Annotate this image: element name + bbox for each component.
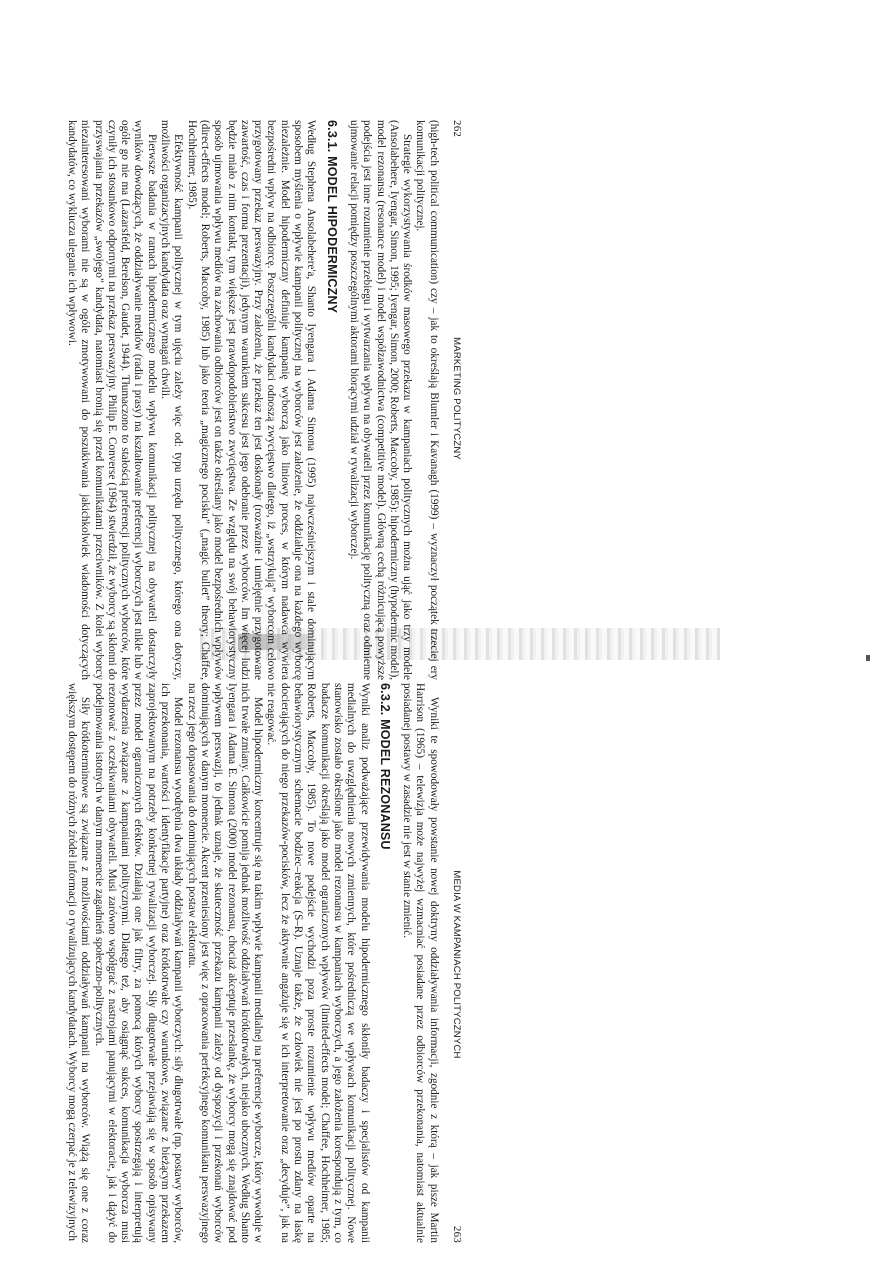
paragraph: Siły krótkoterminowe są związane z możliwościami oddziaływań kampanii na wyborców. Wiążą się one z coraz większym dostępem do różnych źródeł informacji o rywalizujących kandydatach. Wyborcy mogą czerpać je z telewizyjnych [65, 683, 92, 1243]
paragraph: Pierwsze badania w ramach hipodermicznego modelu wpływu komunikacji politycznej na obywateli dostarczyły wyników dowodzących, że oddziaływanie mediów (radia i prasy) na kształtowanie preferencji wyborczych jest nikłe lub w ogóle go nie ma (Lazarsfeld, Berelson, Gaudet, 1944). Tłumaczono to stałością preferencji politycznych wyborców, które czyniły ich stosunkowo odpornymi na przekaz perswazyjny. Philip E. Converse (1964) stwierdził, że wyborcy są skłonni do przyswajania przekazów „swojego” kandydata, natomiast bronią się przed komunikatami przeciwników. Z kolei wyborcy niezainteresowani wyborami nie są w ogóle zmotywowani do poszukiwania jakichkolwiek wiadomości dotyczących kandydatów, co wyklucza uleganie ich wpływowi. [65, 120, 158, 680]
paragraph: Model rezonansu wyodrębnia dwa układy oddziaływań kampanii wyborczych: siły długotrwałe (np. postawy wyborców, ich przekonania, wartości i identyfikacje partyjne) oraz krótkotrwałe czy warunkowe, związane z bieżącym przekazem zaprojektowanym na potrzeby konkretnej rywalizacji wyborczej. Siły długotrwałe przejawiają się w sposób opisywany przez model ograniczonych efektów. Działają one jak filtry, za pomocą których wyborcy spostrzegają i interpretują wydarzenia związane z kampaniami politycznymi. Dlatego też, aby osiągnąć sukces, komunikacja wyborcza musi rezonować z oczekiwaniami obywateli. Musi zarówno współgrać z nastrojami panującymi w elektoracie, jak i dążyć do podejmowania istotnych w danym momencie zagadnień społeczno-politycznych. [92, 683, 185, 1243]
paragraph: Model hipodermiczny koncentruje się na takim wpływie kampanii medialnej na preferencje wyborcze, który wywołuje w nich trwałe zmiany. Całkowicie pomija jednak możliwość oddziaływań krótkotrwałych, niejako ubocznych. Według Shanto Iyengara i Adama E. Simona (2000) model rezonansu, chociaż akceptuje przesłankę, że wyborcy mogą się znajdować pod wpływem perswazji, to jednak uznaje, że skuteczność przekazu kampanii zależy od dyspozycji i przekonań wyborców dominujących w danym momencie. Akcent przeniesiony jest więc z opracowania perfekcyjnego komunikatu perswazyjnego na rzecz jego dopasowania do dominujących postaw elektoratu. [185, 683, 265, 1243]
page-263 [65, 683, 463, 1243]
page-number: 262 [451, 120, 463, 138]
paragraph: Wyniki analiz podważające przewidywania modelu hipodermicznego skłoniły badaczy i specjalistów od kampanii medialnych do uwzględnienia nowych zmiennych, które pośredniczą we wpływach komunikacji politycznej. Nowe stanowisko zostało określone jako model rezonansu w kampaniach wyborczych, a jego założenia korespondują z tym, co badacze komunikacji określają jako model ograniczonych wpływów (limited-effects model; Chaffee, Hochheimer, 1985; Roberts, Maccoby, 1985). To nowe podejście wychodzi poza proste rozumienie wpływu mediów oparte na behawiorystycznym schemacie bodziec–reakcja (S–R). Uznaje także, że człowiek nie jest po prostu zdany na łaskę docierających do niego przekazów-pocisków, lecz że aktywnie angażuje się w ich interpretowanie oraz „decyduje”, jak na nie reagować. [265, 683, 371, 1243]
section-heading: 6.3.2. MODEL REZONANSU [377, 683, 392, 850]
running-head-title: MARKETING POLITYCZNY [451, 337, 462, 460]
scan-mark [866, 655, 870, 661]
page-number: 263 [451, 1225, 463, 1243]
paragraph: Efektywność kampanii politycznej w tym ujęciu zależy więc od: typu urzędu politycznego, którego ona dotyczy, możliwości organizacyjnych kandydata oraz wymagań chwili. [159, 120, 185, 680]
page-262 [65, 120, 463, 680]
paragraph: Wyniki te spowodowały powstanie nowej doktryny oddziaływania informacji, zgodnie z którą – jak pisze Martin Harrison (1965) – telewizja może najwyżej wzmacniać posiadane przez odbiorców przekonania, natomiast aktualnie posiadanej postawy w zasadzie nie jest w stanie zmienić. [401, 683, 440, 1243]
running-head-title: MEDIA W KAMPANIACH POLITYCZNYCH [451, 870, 462, 1059]
running-head [450, 683, 463, 1243]
section-heading: 6.3.1. MODEL HIPODERMICZNY [324, 120, 339, 314]
paragraph: (high-tech political communication) czy – jak to określają Blumler i Kavanagh (1999) – wyznaczył początek trzeciej ery komunikacji politycznej. [414, 120, 440, 680]
paragraph: Strategie wykorzystywania środków masowego przekazu w kampaniach politycznych można ująć jako trzy modele (Ansolabehere, Iyengar, Simon, 1995; Iyengar, Simon, 2000; Roberts, Maccoby, 1985): hipodermiczny (hypodermic model), model rezonansu (resonance model) i model współzawodnictwa (competitive model). Główną cechą różnicującą powyższe podejścia jest inne rozumienie przebiegu i wytwarzania wpływu na obywateli przez komunikację polityczną oraz odmienne ujmowanie relacji pomiędzy poszczególnymi aktorami biorącymi udział w rywalizacji wyborczej. [347, 120, 414, 680]
paragraph: Według Stephena Ansolabehere'a, Shanto Iyengara i Adama Simona (1995) najwcześniejszym i stale dominującym sposobem myślenia o wpływie kampanii politycznej na wyborców jest założenie, że oddziałuje ona na każdego wyborcę niezależnie. Model hipodermiczny definiuje kampanię wyborczą jako liniowy proces, w którym nadawca wywiera bezpośredni wpływ na odbiorcę. Poszczególni kandydaci odnoszą zwycięstwo dlatego, iż „wstrzykują” wyborcom celowo przygotowany przekaz perswazyjny. Przy założeniu, że przekaz ten jest doskonały (rozważnie i umiejętnie przygotowane zawartość, czas i forma prezentacji), jedynym warunkiem sukcesu jest jego odebranie przez wyborców. Im więcej ludzi będzie miało z nim kontakt, tym większe jest prawdopodobieństwo zwycięstwa. Ze względu na swój behawiorystyczny sposób ujmowania wpływu mediów na zachowania odbiorców jest on także określany jako model bezpośrednich wpływów (direct-effects model; Roberts, Maccoby, 1985) lub jako teoria „magicznego pocisku” („magic bullet” theory; Chaffee, Hochheimer, 1985). [185, 120, 318, 680]
running-head [450, 120, 463, 680]
